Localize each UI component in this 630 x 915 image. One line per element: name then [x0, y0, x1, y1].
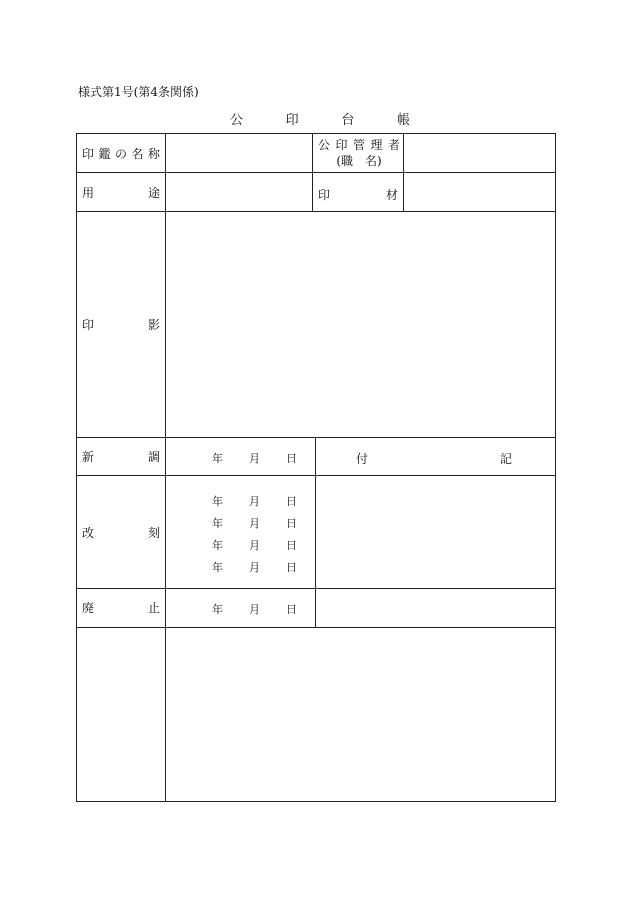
abolition-note-field[interactable]	[317, 589, 555, 626]
column-divider	[403, 133, 404, 211]
seal-manager-position	[318, 153, 400, 169]
date-unit: 年	[212, 539, 223, 552]
date-unit: 月	[249, 495, 260, 508]
label-char: 印	[335, 138, 348, 152]
date-unit: 年	[212, 452, 223, 465]
label-char: 刻	[147, 525, 160, 540]
blank-content-cell[interactable]	[167, 628, 555, 801]
seal-material-field[interactable]	[405, 173, 555, 210]
label-char: 印	[82, 317, 95, 332]
label-char: 材	[385, 188, 398, 202]
title-char: 台	[341, 113, 355, 128]
form-number-label: 様式第1号(第4条関係)	[78, 85, 199, 99]
date-unit: 日	[286, 517, 297, 530]
blank-label-cell[interactable]	[77, 628, 164, 801]
label-char: 理	[370, 138, 383, 152]
label-char: 公	[318, 138, 331, 152]
title-char: 印	[285, 113, 299, 128]
date-unit: 日	[286, 539, 297, 552]
label-char: 用	[82, 185, 95, 200]
seal-manager-field[interactable]	[405, 134, 555, 171]
date-unit: 年	[212, 495, 223, 508]
recarving-date[interactable]	[212, 493, 297, 509]
label-char: 名)	[365, 154, 382, 168]
note-label	[356, 450, 512, 467]
note-field[interactable]	[317, 476, 555, 587]
label-char: 鑑	[98, 146, 111, 161]
title-char: 帳	[396, 113, 410, 128]
label-char: 新	[82, 449, 95, 464]
date-unit: 日	[286, 561, 297, 574]
seal-impression-area[interactable]	[167, 212, 555, 436]
recarving-date[interactable]	[212, 559, 297, 575]
date-unit: 日	[286, 603, 297, 616]
date-unit: 日	[286, 495, 297, 508]
seal-name-field[interactable]	[167, 134, 311, 171]
date-unit: 年	[212, 517, 223, 530]
date-unit: 月	[249, 452, 260, 465]
label-char: 印	[318, 188, 331, 202]
date-unit: 年	[212, 561, 223, 574]
row-divider	[76, 437, 556, 438]
label-char: 廃	[82, 600, 95, 615]
seal-manager-label	[318, 137, 400, 169]
seal-impression-label	[82, 316, 160, 332]
usage-field[interactable]	[167, 173, 311, 210]
label-char: 途	[147, 185, 160, 200]
date-unit: 月	[249, 517, 260, 530]
date-unit: 月	[249, 603, 260, 616]
recarving-date[interactable]	[212, 537, 297, 553]
recarving-date[interactable]	[212, 515, 297, 531]
abolition-date[interactable]	[212, 601, 297, 617]
recarving-label	[82, 524, 160, 540]
label-char: 称	[147, 146, 160, 161]
new-issue-label	[82, 448, 160, 464]
column-divider	[165, 133, 166, 802]
label-char: (職	[336, 154, 353, 168]
seal-name-label	[82, 145, 160, 161]
label-char: 名	[131, 146, 144, 161]
date-unit: 日	[286, 452, 297, 465]
abolition-label	[82, 599, 160, 615]
column-divider	[312, 133, 313, 211]
seal-material-label	[318, 186, 398, 203]
title-char: 公	[230, 113, 244, 128]
label-char: 者	[387, 138, 400, 152]
label-char: 管	[352, 138, 365, 152]
label-char: 止	[147, 600, 160, 615]
label-char: 印	[82, 146, 95, 161]
label-char: 記	[499, 452, 512, 466]
document-title	[230, 109, 410, 128]
label-char: 改	[82, 525, 95, 540]
usage-label	[82, 184, 160, 200]
label-char: 調	[147, 449, 160, 464]
label-char: の	[114, 146, 127, 161]
seal-manager-title	[318, 137, 400, 153]
column-divider	[315, 437, 316, 627]
label-char: 付	[356, 452, 369, 466]
new-issue-date[interactable]	[212, 450, 297, 466]
date-unit: 月	[249, 561, 260, 574]
date-unit: 月	[249, 539, 260, 552]
date-unit: 年	[212, 603, 223, 616]
label-char: 影	[147, 317, 160, 332]
